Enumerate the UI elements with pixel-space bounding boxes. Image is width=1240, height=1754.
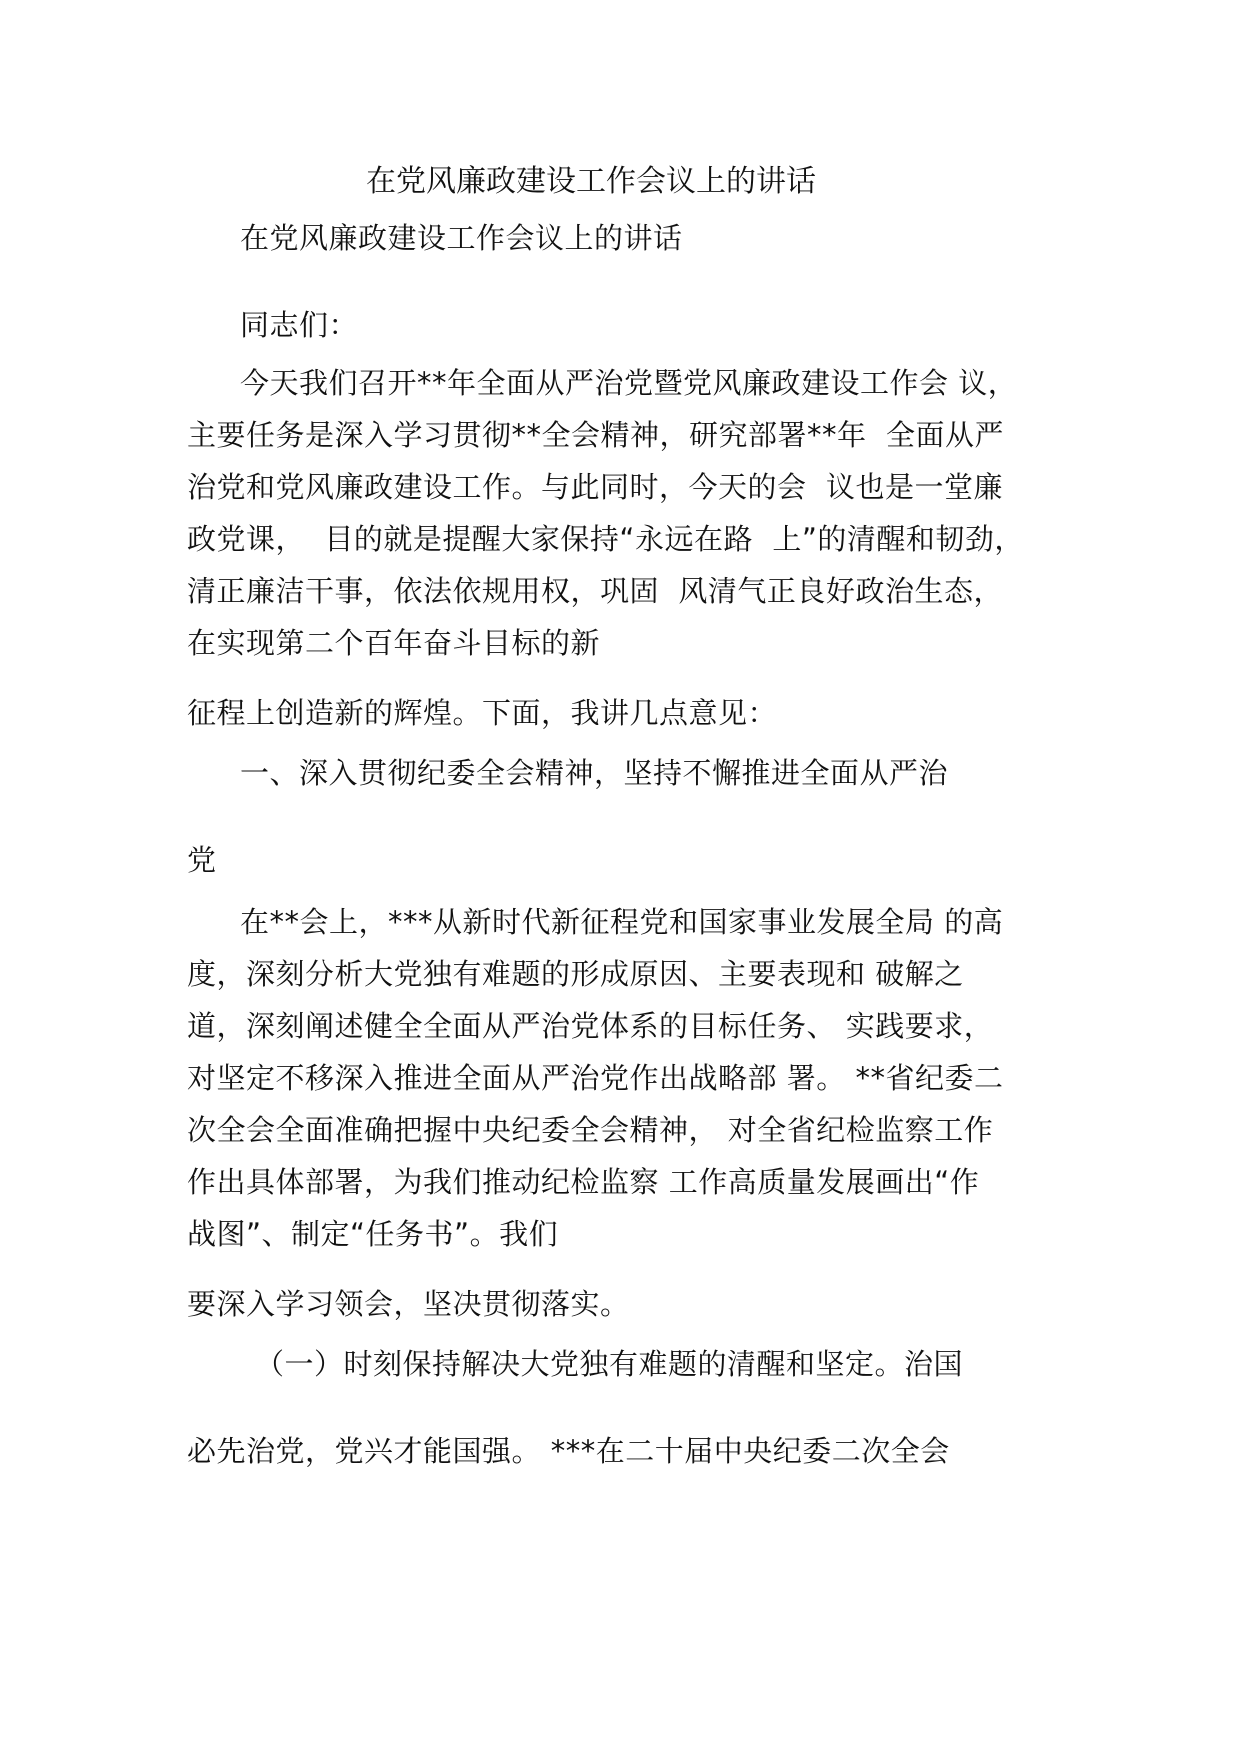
body-line: 战图”、制定“任务书”。我们 <box>187 1217 559 1251</box>
section-heading-cont: 党 <box>187 843 217 877</box>
body-line: 道，深刻阐述健全全面从严治党体系的目标任务、 实践要求， <box>187 1009 994 1043</box>
document-subtitle: 在党风廉政建设工作会议上的讲话 <box>240 221 683 255</box>
body-line: 在实现第二个百年奋斗目标的新 <box>187 626 601 660</box>
body-line: 对坚定不移深入推进全面从严治党作出战略部 署。 **省纪委二 <box>187 1061 1004 1095</box>
body-line: 清正廉洁干事，依法依规用权，巩固 风清气正良好政治生态， <box>187 574 1003 608</box>
body-line: 主要任务是深入学习贯彻**全会精神，研究部署**年 全面从严 <box>187 418 1004 452</box>
body-line: 次全会全面准确把握中央纪委全会精神， 对全省纪检监察工作 <box>187 1113 994 1147</box>
body-line: 政党课， 目的就是提醒大家保持“永远在路 上”的清醒和韧劲， <box>187 522 1024 556</box>
body-line: 必先治党，党兴才能国强。 ***在二十届中央纪委二次全会 <box>187 1434 950 1468</box>
section-heading: 一、深入贯彻纪委全会精神，坚持不懈推进全面从严治 <box>240 756 949 790</box>
body-line: 今天我们召开**年全面从严治党暨党风廉政建设工作会 议， <box>240 366 1018 400</box>
subsection-heading: （一）时刻保持解决大党独有难题的清醒和坚定。治国 <box>255 1347 964 1381</box>
body-line: 同志们： <box>240 308 359 342</box>
body-line: 征程上创造新的辉煌。下面，我讲几点意见： <box>187 696 778 730</box>
body-line: 要深入学习领会，坚决贯彻落实。 <box>187 1287 630 1321</box>
body-line: 作出具体部署，为我们推动纪检监察 工作高质量发展画出“作 <box>187 1165 980 1199</box>
body-line: 在**会上，***从新时代新征程党和国家事业发展全局 的高 <box>240 905 1004 939</box>
body-line: 度，深刻分析大党独有难题的形成原因、主要表现和 破解之 <box>187 957 964 991</box>
document-title: 在党风廉政建设工作会议上的讲话 <box>366 164 816 199</box>
body-line: 治党和党风廉政建设工作。与此同时，今天的会 议也是一堂廉 <box>187 470 1003 504</box>
